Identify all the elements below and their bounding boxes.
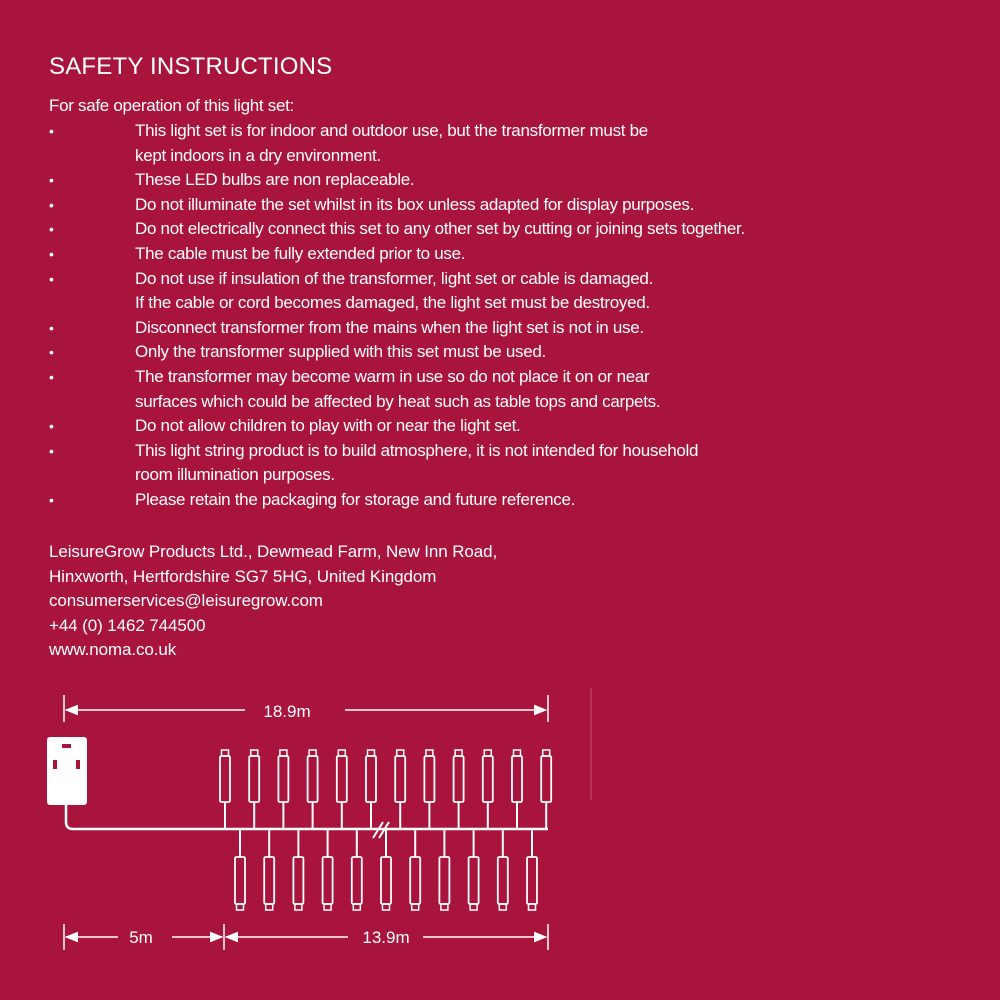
bullet-icon: • — [49, 123, 54, 139]
led-bulb-icon — [381, 829, 391, 910]
bullet-icon: • — [49, 270, 54, 287]
bullet-icon: • — [49, 196, 54, 213]
total-length-dimension — [64, 695, 548, 722]
instruction-line: This light set is for indoor and outdoor use, but the transformer must be — [135, 121, 648, 140]
led-bulb-icon — [323, 829, 333, 910]
total-length-label: 18.9m — [263, 702, 311, 721]
lead-length-label: 5m — [129, 928, 153, 947]
transformer-plug — [47, 737, 548, 829]
led-bulb-icon — [366, 750, 376, 829]
bullet-icon: • — [49, 319, 54, 336]
instruction-line: Do not illuminate the set whilst in its box unless adapted for display purposes. — [135, 194, 695, 214]
contact-phone: +44 (0) 1462 744500 — [49, 615, 206, 635]
instruction-line: The transformer may become warm in use so do not place it on or near — [135, 366, 650, 386]
led-bulb-icon — [264, 829, 274, 910]
led-bulb-icon — [308, 750, 318, 829]
led-bulb-icon — [352, 829, 362, 910]
instruction-line: These LED bulbs are non replaceable. — [135, 170, 415, 190]
instruction-line: Please retain the packaging for storage and future reference. — [135, 489, 576, 509]
led-bulb-icon — [235, 829, 245, 910]
led-bulb-icon — [541, 750, 551, 829]
led-bulb-icon — [410, 829, 420, 910]
instruction-line: This light string product is to build atmosphere, it is not intended for household — [135, 440, 699, 460]
contact-website: www.noma.co.uk — [49, 640, 177, 660]
lit-length-label: 13.9m — [362, 928, 410, 947]
led-bulb-icon — [498, 829, 508, 910]
intro-text: For safe operation of this light set: — [49, 96, 294, 115]
bulbs-bottom-row — [235, 829, 537, 910]
bullet-icon: • — [49, 418, 54, 435]
led-bulb-icon — [512, 750, 522, 829]
led-bulb-icon — [439, 829, 449, 910]
bullet-icon: • — [49, 442, 54, 459]
led-bulb-icon — [527, 829, 537, 910]
led-bulb-icon — [424, 750, 434, 829]
instruction-line: The cable must be fully extended prior to use. — [135, 243, 466, 263]
led-bulb-icon — [278, 750, 288, 829]
led-bulb-icon — [469, 829, 479, 910]
bullet-icon: • — [49, 368, 54, 385]
instruction-line: If the cable or cord becomes damaged, the light set must be destroyed. — [135, 293, 650, 313]
instruction-line: kept indoors in a dry environment. — [135, 145, 381, 165]
led-bulb-icon — [293, 829, 303, 910]
instruction-line: room illumination purposes. — [135, 465, 335, 485]
address-line-1: LeisureGrow Products Ltd., Dewmead Farm, New Inn Road, — [49, 542, 498, 561]
instruction-line: Do not use if insulation of the transformer, light set or cable is damaged. — [135, 268, 654, 288]
bullet-icon: • — [49, 344, 54, 361]
page-title: SAFETY INSTRUCTIONS — [49, 53, 333, 80]
instruction-line: Only the transformer supplied with this set must be used. — [135, 342, 546, 362]
led-bulb-icon — [249, 750, 259, 829]
led-bulb-icon — [337, 750, 347, 829]
led-bulb-icon — [454, 750, 464, 829]
bullet-icon: • — [49, 245, 54, 262]
instruction-line: surfaces which could be affected by heat such as table tops and carpets. — [135, 391, 661, 411]
contact-email: consumerservices@leisuregrow.com — [49, 591, 323, 611]
bullet-icon: • — [49, 172, 54, 189]
led-bulb-icon — [483, 750, 493, 829]
lead-cable — [66, 805, 548, 829]
address-line-2: Hinxworth, Hertfordshire SG7 5HG, United Kingdom — [49, 566, 437, 586]
bulbs-top-row — [220, 750, 551, 829]
bullet-icon: • — [49, 491, 54, 508]
segment-dimensions — [64, 924, 548, 950]
bullet-icon: • — [49, 221, 54, 238]
instruction-line: Do not electrically connect this set to any other set by cutting or joining sets together. — [135, 219, 745, 239]
instruction-line: Disconnect transformer from the mains when the light set is not in use. — [135, 317, 644, 337]
led-bulb-icon — [395, 750, 405, 829]
led-bulb-icon — [220, 750, 230, 829]
instruction-line: Do not allow children to play with or near the light set. — [135, 416, 521, 436]
